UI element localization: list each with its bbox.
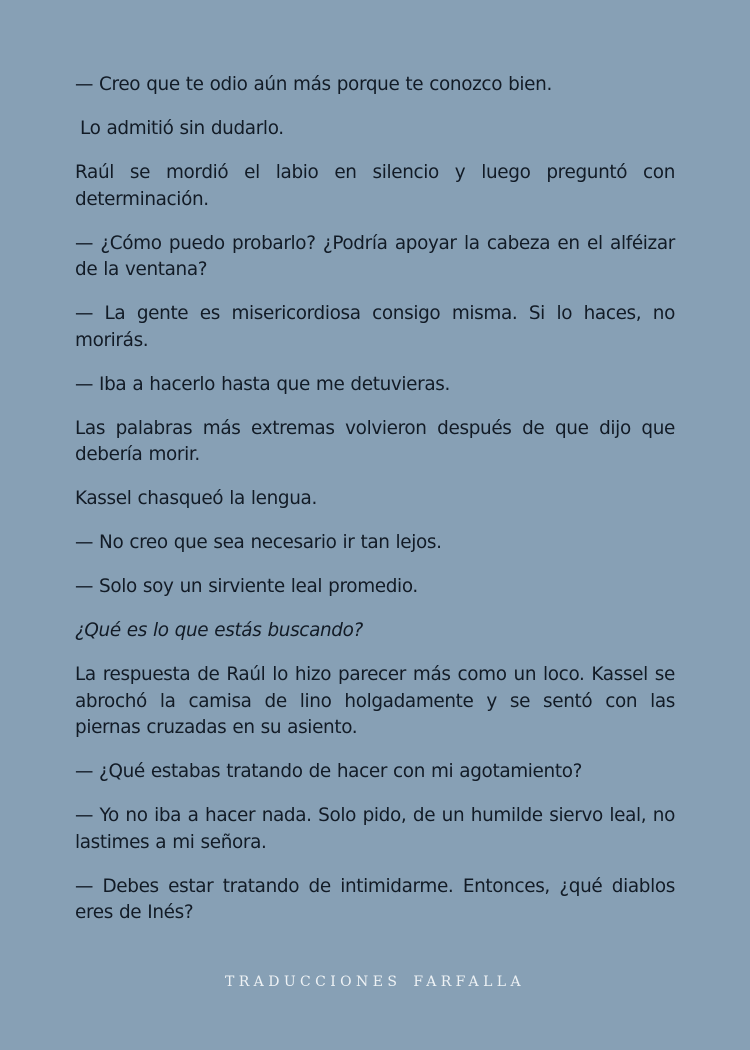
paragraph-dialogue: — ¿Qué estabas tratando de hacer con mi agotamiento? (75, 761, 583, 782)
paragraph-narration: La respuesta de Raúl lo hizo parecer más como un loco. Kassel se abrochó la camisa de lino holgadamente y se sentó con las piernas cruzadas en su asiento. (75, 664, 675, 738)
paragraph-dialogue: — ¿Cómo puedo probarlo? ¿Podría apoyar la cabeza en el alféizar de la ventana? (75, 232, 675, 280)
paragraph-inner-thought: ¿Qué es lo que estás buscando? (75, 620, 363, 641)
paragraph-dialogue: — Yo no iba a hacer nada. Solo pido, de un humilde siervo leal, no lastimes a mi señora. (75, 805, 675, 853)
document-body (75, 72, 675, 944)
paragraph-narration: Kassel chasqueó la lengua. (75, 488, 317, 509)
paragraph-dialogue: — No creo que sea necesario ir tan lejos. (75, 532, 442, 553)
paragraph-dialogue: — La gente es misericordiosa consigo misma. Si lo haces, no morirás. (75, 303, 675, 351)
paragraph-dialogue: — Creo que te odio aún más porque te conozco bien. (75, 74, 552, 95)
paragraph-dialogue: — Debes estar tratando de intimidarme. Entonces, ¿qué diablos eres de Inés? (75, 875, 675, 923)
paragraph-narration: Lo admitió sin dudarlo. (80, 118, 284, 139)
paragraph-dialogue: — Iba a hacerlo hasta que me detuvieras. (75, 373, 451, 395)
footer-credit-word1: TRADUCCIONES (225, 974, 402, 990)
paragraph-narration: Raúl se mordió el labio en silencio y luego preguntó con determinación. (75, 162, 675, 210)
paragraph-narration: Las palabras más extremas volvieron después de que dijo que debería morir. (75, 417, 675, 465)
paragraph-dialogue: — Solo soy un sirviente leal promedio. (75, 576, 418, 597)
footer-credit (0, 974, 750, 990)
footer-credit-word2: FARFALLA (413, 974, 525, 990)
